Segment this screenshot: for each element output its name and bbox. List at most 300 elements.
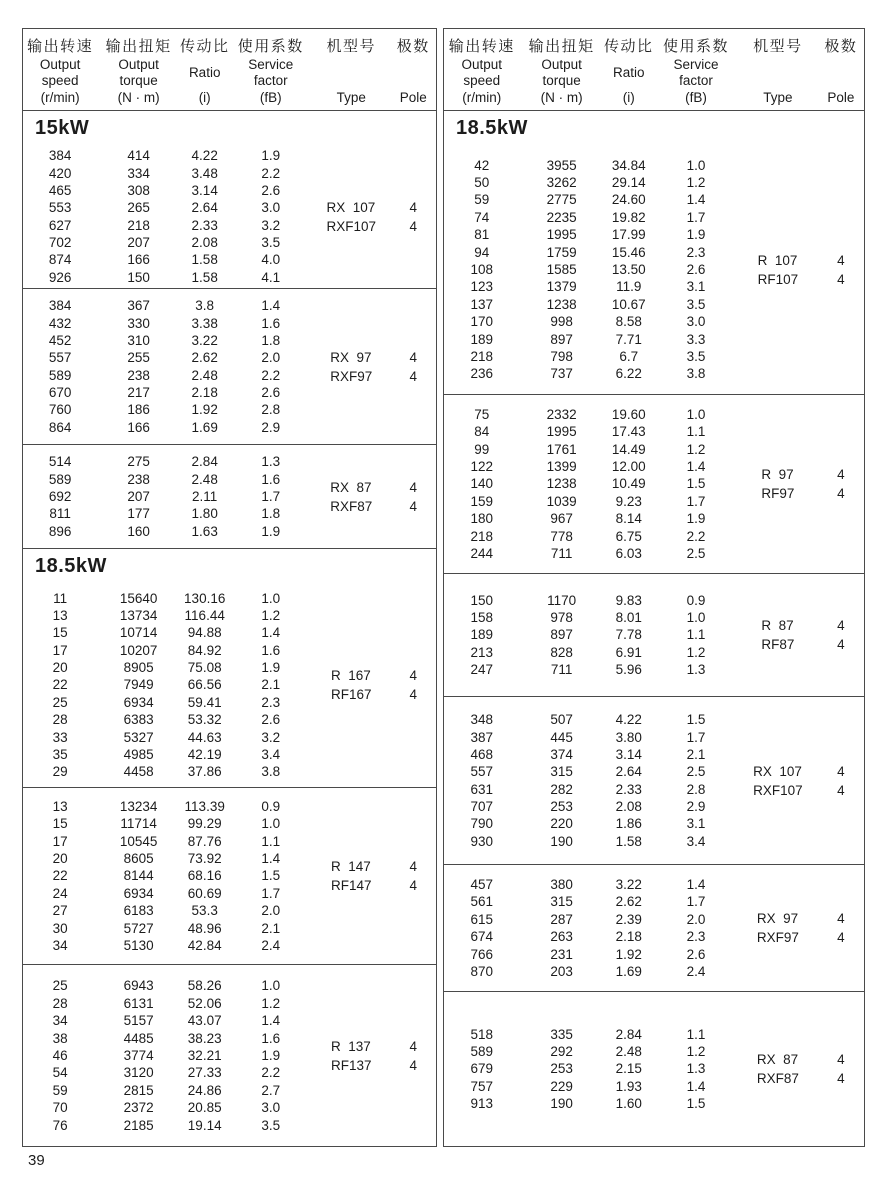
table-header xyxy=(444,29,864,111)
table-block xyxy=(444,394,864,573)
ratio-cell: 2.84 xyxy=(191,454,218,470)
service-factor-cell: 2.8 xyxy=(686,781,706,797)
output-torque-cell: 10545 xyxy=(119,833,158,849)
service-factor-cell: 1.1 xyxy=(686,1026,706,1042)
ratio-cell: 12.00 xyxy=(611,459,646,475)
output-torque-cell: 207 xyxy=(127,235,150,251)
output-speed-cell: 34 xyxy=(52,1013,68,1029)
header-label-zh: 极数 xyxy=(396,38,430,55)
table-row xyxy=(444,156,864,173)
output-torque-cell: 3262 xyxy=(546,175,577,191)
output-torque-cell: 380 xyxy=(550,877,573,893)
rows-area xyxy=(444,865,864,991)
header-label-zh: 极数 xyxy=(824,38,858,55)
output-speed-cell: 213 xyxy=(470,644,494,660)
output-torque-cell: 1379 xyxy=(546,279,577,295)
output-speed-cell: 452 xyxy=(48,332,72,348)
pole-value: 4 xyxy=(837,637,845,652)
table-row xyxy=(23,642,436,659)
output-speed-cell: 615 xyxy=(470,911,494,927)
output-torque-cell: 897 xyxy=(550,627,573,643)
service-factor-cell: 3.1 xyxy=(686,279,706,295)
service-factor-cell: 4.1 xyxy=(261,269,281,285)
output-speed-cell: 42 xyxy=(474,157,490,173)
table-row xyxy=(444,1026,864,1043)
service-factor-cell: 2.1 xyxy=(686,746,706,762)
type-label: RX 97 xyxy=(756,911,799,926)
service-factor-cell: 1.8 xyxy=(261,332,281,348)
output-speed-cell: 896 xyxy=(48,523,72,539)
service-factor-cell: 1.1 xyxy=(261,833,281,849)
ratio-cell: 15.46 xyxy=(611,244,646,260)
rows-area xyxy=(23,965,436,1146)
output-speed-cell: 627 xyxy=(48,217,72,233)
output-speed-cell: 70 xyxy=(52,1100,68,1116)
output-speed-cell: 20 xyxy=(52,851,68,867)
header-label-zh: 使用系数 xyxy=(237,38,304,55)
service-factor-cell: 1.2 xyxy=(686,175,706,191)
ratio-cell: 68.16 xyxy=(187,868,222,884)
service-factor-cell: 2.3 xyxy=(686,244,706,260)
service-factor-cell: 3.5 xyxy=(261,1117,281,1133)
table-row xyxy=(23,453,436,470)
output-torque-cell: 186 xyxy=(127,402,150,418)
ratio-cell: 60.69 xyxy=(187,885,222,901)
type-label: RXF107 xyxy=(326,218,377,234)
output-speed-cell: 874 xyxy=(48,252,72,268)
service-factor-cell: 1.3 xyxy=(686,1061,706,1077)
output-speed-cell: 20 xyxy=(52,660,68,676)
output-speed-cell: 81 xyxy=(474,227,490,243)
ratio-cell: 3.14 xyxy=(191,182,218,198)
pole-value: 4 xyxy=(409,498,417,514)
rows-area xyxy=(23,583,436,787)
service-factor-cell: 1.9 xyxy=(686,511,706,527)
output-speed-cell: 54 xyxy=(52,1065,68,1081)
service-factor-cell: 1.1 xyxy=(686,424,706,440)
output-torque-cell: 374 xyxy=(550,746,573,762)
service-factor-cell: 1.0 xyxy=(261,590,281,606)
service-factor-cell: 1.7 xyxy=(686,493,706,509)
ratio-cell: 6.91 xyxy=(615,644,642,660)
output-speed-cell: 11 xyxy=(53,590,68,606)
table-row xyxy=(23,1099,436,1116)
type-label: RF147 xyxy=(331,878,372,893)
ratio-cell: 2.18 xyxy=(191,385,218,401)
output-torque-cell: 253 xyxy=(550,799,573,815)
ratio-cell: 3.22 xyxy=(191,332,218,348)
table-row xyxy=(23,269,436,286)
ratio-cell: 6.7 xyxy=(619,348,639,364)
service-factor-cell: 3.2 xyxy=(261,217,281,233)
service-factor-cell: 0.9 xyxy=(686,592,706,608)
output-torque-cell: 6934 xyxy=(123,694,154,710)
output-speed-cell: 465 xyxy=(48,182,72,198)
type-label: R 87 xyxy=(761,618,794,633)
type-label: RF87 xyxy=(761,637,795,652)
output-torque-cell: 5327 xyxy=(123,729,154,745)
output-speed-cell: 589 xyxy=(48,471,72,487)
service-factor-cell: 1.9 xyxy=(261,660,281,676)
type-label: RX 87 xyxy=(330,479,372,495)
table-row xyxy=(444,313,864,330)
header-label-en: Service xyxy=(673,56,719,72)
output-torque-cell: 367 xyxy=(127,298,150,314)
output-speed-cell: 432 xyxy=(48,315,72,331)
ratio-cell: 38.23 xyxy=(187,1030,222,1046)
table-row xyxy=(23,607,436,624)
ratio-cell: 1.93 xyxy=(615,1078,642,1094)
ratio-cell: 1.60 xyxy=(615,1096,642,1112)
ratio-cell: 58.26 xyxy=(187,978,222,994)
output-speed-cell: 589 xyxy=(470,1044,494,1060)
service-factor-cell: 3.3 xyxy=(686,331,706,347)
service-factor-cell: 3.0 xyxy=(686,314,706,330)
ratio-cell: 1.58 xyxy=(191,252,218,268)
output-speed-cell: 24 xyxy=(52,885,68,901)
output-speed-cell: 930 xyxy=(470,833,494,849)
ratio-cell: 3.14 xyxy=(615,746,642,762)
output-torque-cell: 15640 xyxy=(119,590,158,606)
table-row xyxy=(444,798,864,815)
service-factor-cell: 2.6 xyxy=(261,182,281,198)
output-speed-cell: 468 xyxy=(470,746,494,762)
header-label-en: Ratio xyxy=(188,64,221,80)
pole-value: 4 xyxy=(409,859,417,874)
output-speed-cell: 34 xyxy=(52,938,68,954)
ratio-cell: 2.62 xyxy=(615,894,642,910)
table-row xyxy=(23,977,436,994)
ratio-cell: 19.60 xyxy=(611,406,646,422)
ratio-cell: 3.8 xyxy=(195,298,215,314)
ratio-cell: 14.49 xyxy=(611,441,646,457)
output-speed-cell: 50 xyxy=(474,175,490,191)
table-row xyxy=(23,711,436,728)
header-cell xyxy=(444,35,520,105)
ratio-cell: 73.92 xyxy=(187,851,222,867)
type-label: RXF87 xyxy=(330,498,373,514)
output-torque-cell: 778 xyxy=(550,528,573,544)
pole-value: 4 xyxy=(837,271,845,287)
output-torque-cell: 711 xyxy=(550,662,573,678)
header-label-en: Output xyxy=(541,56,582,72)
table-row xyxy=(23,659,436,676)
output-speed-cell: 247 xyxy=(470,662,494,678)
table-row xyxy=(23,763,436,780)
type-label: RX 97 xyxy=(330,349,372,365)
service-factor-cell: 1.2 xyxy=(686,1044,706,1060)
output-speed-cell: 158 xyxy=(470,610,494,626)
service-factor-cell: 2.4 xyxy=(261,938,281,954)
pole-value: 4 xyxy=(837,467,845,482)
ratio-cell: 19.14 xyxy=(187,1117,222,1133)
service-factor-cell: 3.2 xyxy=(261,729,281,745)
header-label-zh: 输出转速 xyxy=(448,38,515,55)
output-speed-cell: 692 xyxy=(48,488,72,504)
service-factor-cell: 1.8 xyxy=(261,506,281,522)
output-torque-cell: 1238 xyxy=(546,296,577,312)
table-row xyxy=(23,833,436,850)
output-speed-cell: 589 xyxy=(48,367,72,383)
output-torque-cell: 315 xyxy=(550,894,573,910)
output-speed-cell: 811 xyxy=(49,506,71,522)
header-unit: (N · m) xyxy=(540,89,583,105)
output-torque-cell: 3955 xyxy=(546,157,577,173)
output-speed-cell: 766 xyxy=(470,946,494,962)
output-torque-cell: 798 xyxy=(550,348,573,364)
output-speed-cell: 59 xyxy=(474,192,490,208)
ratio-cell: 2.11 xyxy=(192,488,218,504)
service-factor-cell: 1.5 xyxy=(261,868,281,884)
output-speed-cell: 27 xyxy=(52,903,68,919)
output-speed-cell: 670 xyxy=(48,385,72,401)
service-factor-cell: 1.5 xyxy=(686,476,706,492)
output-speed-cell: 25 xyxy=(52,978,68,994)
table-row xyxy=(23,624,436,641)
table-row xyxy=(444,781,864,798)
table-row xyxy=(23,1082,436,1099)
pole-value: 4 xyxy=(409,687,417,702)
service-factor-cell: 1.4 xyxy=(261,1013,281,1029)
header-unit: (i) xyxy=(622,89,635,105)
table-row xyxy=(23,234,436,251)
rows-area xyxy=(23,445,436,548)
output-torque-cell: 6383 xyxy=(123,712,154,728)
table-row xyxy=(23,815,436,832)
table-row xyxy=(23,937,436,954)
table-row xyxy=(23,850,436,867)
output-torque-cell: 8144 xyxy=(123,868,154,884)
header-cell xyxy=(229,35,312,105)
type-label: RF107 xyxy=(757,271,799,287)
table-row xyxy=(444,209,864,226)
ratio-cell: 44.63 xyxy=(187,729,222,745)
service-factor-cell: 1.6 xyxy=(261,642,281,658)
table-row xyxy=(444,191,864,208)
output-speed-cell: 33 xyxy=(52,729,68,745)
ratio-cell: 6.03 xyxy=(615,546,642,562)
table-row xyxy=(23,217,436,234)
service-factor-cell: 2.6 xyxy=(261,385,281,401)
rows-area xyxy=(444,697,864,864)
service-factor-cell: 1.4 xyxy=(686,192,706,208)
ratio-cell: 2.48 xyxy=(615,1044,642,1060)
table-row xyxy=(444,911,864,928)
ratio-cell: 9.83 xyxy=(615,592,642,608)
service-factor-cell: 2.1 xyxy=(261,920,281,936)
output-torque-cell: 4485 xyxy=(123,1030,154,1046)
output-torque-cell: 3774 xyxy=(123,1047,154,1063)
output-speed-cell: 864 xyxy=(48,419,72,435)
output-speed-cell: 122 xyxy=(470,459,494,475)
header-unit: (N · m) xyxy=(117,89,160,105)
service-factor-cell: 1.2 xyxy=(261,995,281,1011)
table-row xyxy=(23,885,436,902)
table-row xyxy=(23,919,436,936)
output-speed-cell: 159 xyxy=(470,493,494,509)
output-speed-cell: 218 xyxy=(470,348,494,364)
table-row xyxy=(23,1029,436,1046)
service-factor-cell: 2.5 xyxy=(686,764,706,780)
table-row xyxy=(444,945,864,962)
section-title: 15kW xyxy=(35,116,90,139)
output-speed-cell: 757 xyxy=(470,1078,494,1094)
output-torque-cell: 217 xyxy=(127,385,150,401)
service-factor-cell: 2.2 xyxy=(261,1065,281,1081)
output-speed-cell: 108 xyxy=(470,261,494,277)
service-factor-cell: 1.0 xyxy=(686,610,706,626)
ratio-cell: 66.56 xyxy=(187,677,222,693)
output-speed-cell: 170 xyxy=(470,314,494,330)
output-speed-cell: 30 xyxy=(52,920,68,936)
service-factor-cell: 3.1 xyxy=(686,816,706,832)
output-speed-cell: 38 xyxy=(52,1030,68,1046)
spec-table-right xyxy=(443,28,865,1147)
section-title: 18.5kW xyxy=(35,554,107,577)
table-block xyxy=(444,864,864,991)
output-torque-cell: 7949 xyxy=(123,677,154,693)
output-torque-cell: 330 xyxy=(127,315,150,331)
section-title: 18.5kW xyxy=(456,116,528,139)
output-speed-cell: 561 xyxy=(470,894,494,910)
header-cell xyxy=(654,35,738,105)
service-factor-cell: 3.0 xyxy=(261,1100,281,1116)
output-speed-cell: 707 xyxy=(470,799,494,815)
output-torque-cell: 1170 xyxy=(547,592,577,608)
output-torque-cell: 4458 xyxy=(123,764,154,780)
output-torque-cell: 13234 xyxy=(119,798,158,814)
header-label-en: Output xyxy=(39,56,81,72)
table-row xyxy=(444,545,864,562)
header-unit: (fB) xyxy=(259,89,282,105)
ratio-cell: 2.39 xyxy=(615,911,642,927)
table-row xyxy=(23,505,436,522)
ratio-cell: 10.67 xyxy=(611,296,646,312)
output-torque-cell: 2372 xyxy=(123,1100,154,1116)
ratio-cell: 1.92 xyxy=(191,402,218,418)
ratio-cell: 75.08 xyxy=(187,660,222,676)
output-torque-cell: 6183 xyxy=(123,903,154,919)
pole-value: 4 xyxy=(409,479,417,495)
table-row xyxy=(23,798,436,815)
service-factor-cell: 2.8 xyxy=(261,402,281,418)
header-label-zh: 输出转速 xyxy=(27,38,94,55)
output-torque-cell: 166 xyxy=(127,252,150,268)
output-torque-cell: 203 xyxy=(550,963,573,979)
output-torque-cell: 263 xyxy=(550,929,573,945)
output-speed-cell: 674 xyxy=(470,929,494,945)
output-torque-cell: 1039 xyxy=(546,493,577,509)
output-speed-cell: 140 xyxy=(470,476,494,492)
output-speed-cell: 15 xyxy=(52,816,68,832)
output-torque-cell: 8605 xyxy=(123,851,154,867)
service-factor-cell: 1.9 xyxy=(261,523,281,539)
ratio-cell: 48.96 xyxy=(187,920,222,936)
ratio-cell: 42.19 xyxy=(187,747,222,763)
table-block xyxy=(444,696,864,864)
table-row xyxy=(444,626,864,643)
ratio-cell: 94.88 xyxy=(187,625,222,641)
service-factor-cell: 1.2 xyxy=(686,644,706,660)
table-row xyxy=(23,902,436,919)
output-speed-cell: 59 xyxy=(52,1082,68,1098)
ratio-cell: 2.33 xyxy=(615,781,642,797)
header-label-en: Ratio xyxy=(613,64,645,80)
output-torque-cell: 5157 xyxy=(123,1013,154,1029)
header-label-zh: 传动比 xyxy=(604,38,654,55)
table-row xyxy=(23,676,436,693)
output-torque-cell: 315 xyxy=(550,764,573,780)
output-speed-cell: 137 xyxy=(470,296,494,312)
ratio-cell: 99.29 xyxy=(187,816,222,832)
output-torque-cell: 255 xyxy=(127,350,150,366)
ratio-cell: 34.84 xyxy=(611,157,646,173)
output-torque-cell: 1761 xyxy=(546,441,577,457)
service-factor-cell: 3.4 xyxy=(261,747,281,763)
service-factor-cell: 2.5 xyxy=(686,546,706,562)
table-row xyxy=(444,296,864,313)
type-label: RF97 xyxy=(761,486,795,501)
ratio-cell: 2.33 xyxy=(191,217,218,233)
output-torque-cell: 1995 xyxy=(546,227,577,243)
output-speed-cell: 702 xyxy=(48,235,72,251)
type-label: RX 87 xyxy=(756,1052,799,1067)
table-row xyxy=(444,1078,864,1095)
ratio-cell: 7.78 xyxy=(615,627,642,643)
ratio-cell: 3.22 xyxy=(615,877,642,893)
type-label: RF137 xyxy=(331,1057,372,1073)
ratio-cell: 17.99 xyxy=(611,227,646,243)
header-cell xyxy=(818,35,864,105)
output-speed-cell: 557 xyxy=(48,350,72,366)
rows-area xyxy=(23,289,436,444)
output-speed-cell: 15 xyxy=(52,625,68,641)
table-row xyxy=(444,226,864,243)
output-speed-cell: 790 xyxy=(470,816,494,832)
table-row xyxy=(444,963,864,980)
output-torque-cell: 2815 xyxy=(123,1082,154,1098)
header-label-zh: 机型号 xyxy=(753,38,803,55)
table-header xyxy=(23,29,436,111)
type-label: R 97 xyxy=(761,467,794,482)
pole-value: 4 xyxy=(409,878,417,893)
output-torque-cell: 3120 xyxy=(123,1065,154,1081)
table-row xyxy=(23,182,436,199)
table-block xyxy=(444,111,864,394)
table-row xyxy=(23,297,436,314)
table-row xyxy=(23,419,436,436)
pole-value: 4 xyxy=(409,368,417,384)
service-factor-cell: 2.1 xyxy=(261,677,281,693)
ratio-cell: 8.58 xyxy=(615,314,642,330)
ratio-cell: 2.64 xyxy=(615,764,642,780)
output-speed-cell: 557 xyxy=(470,764,494,780)
table-row xyxy=(444,746,864,763)
output-speed-cell: 25 xyxy=(52,694,68,710)
output-torque-cell: 711 xyxy=(550,546,573,562)
pole-value: 4 xyxy=(409,218,417,234)
table-row xyxy=(23,332,436,349)
header-cell xyxy=(738,35,818,105)
output-torque-cell: 2332 xyxy=(546,406,577,422)
output-torque-cell: 238 xyxy=(127,367,150,383)
table-row xyxy=(444,1095,864,1112)
pole-value: 4 xyxy=(409,668,417,683)
ratio-cell: 6.22 xyxy=(615,366,642,382)
table-row xyxy=(23,694,436,711)
output-torque-cell: 6934 xyxy=(123,885,154,901)
output-speed-cell: 76 xyxy=(52,1117,68,1133)
